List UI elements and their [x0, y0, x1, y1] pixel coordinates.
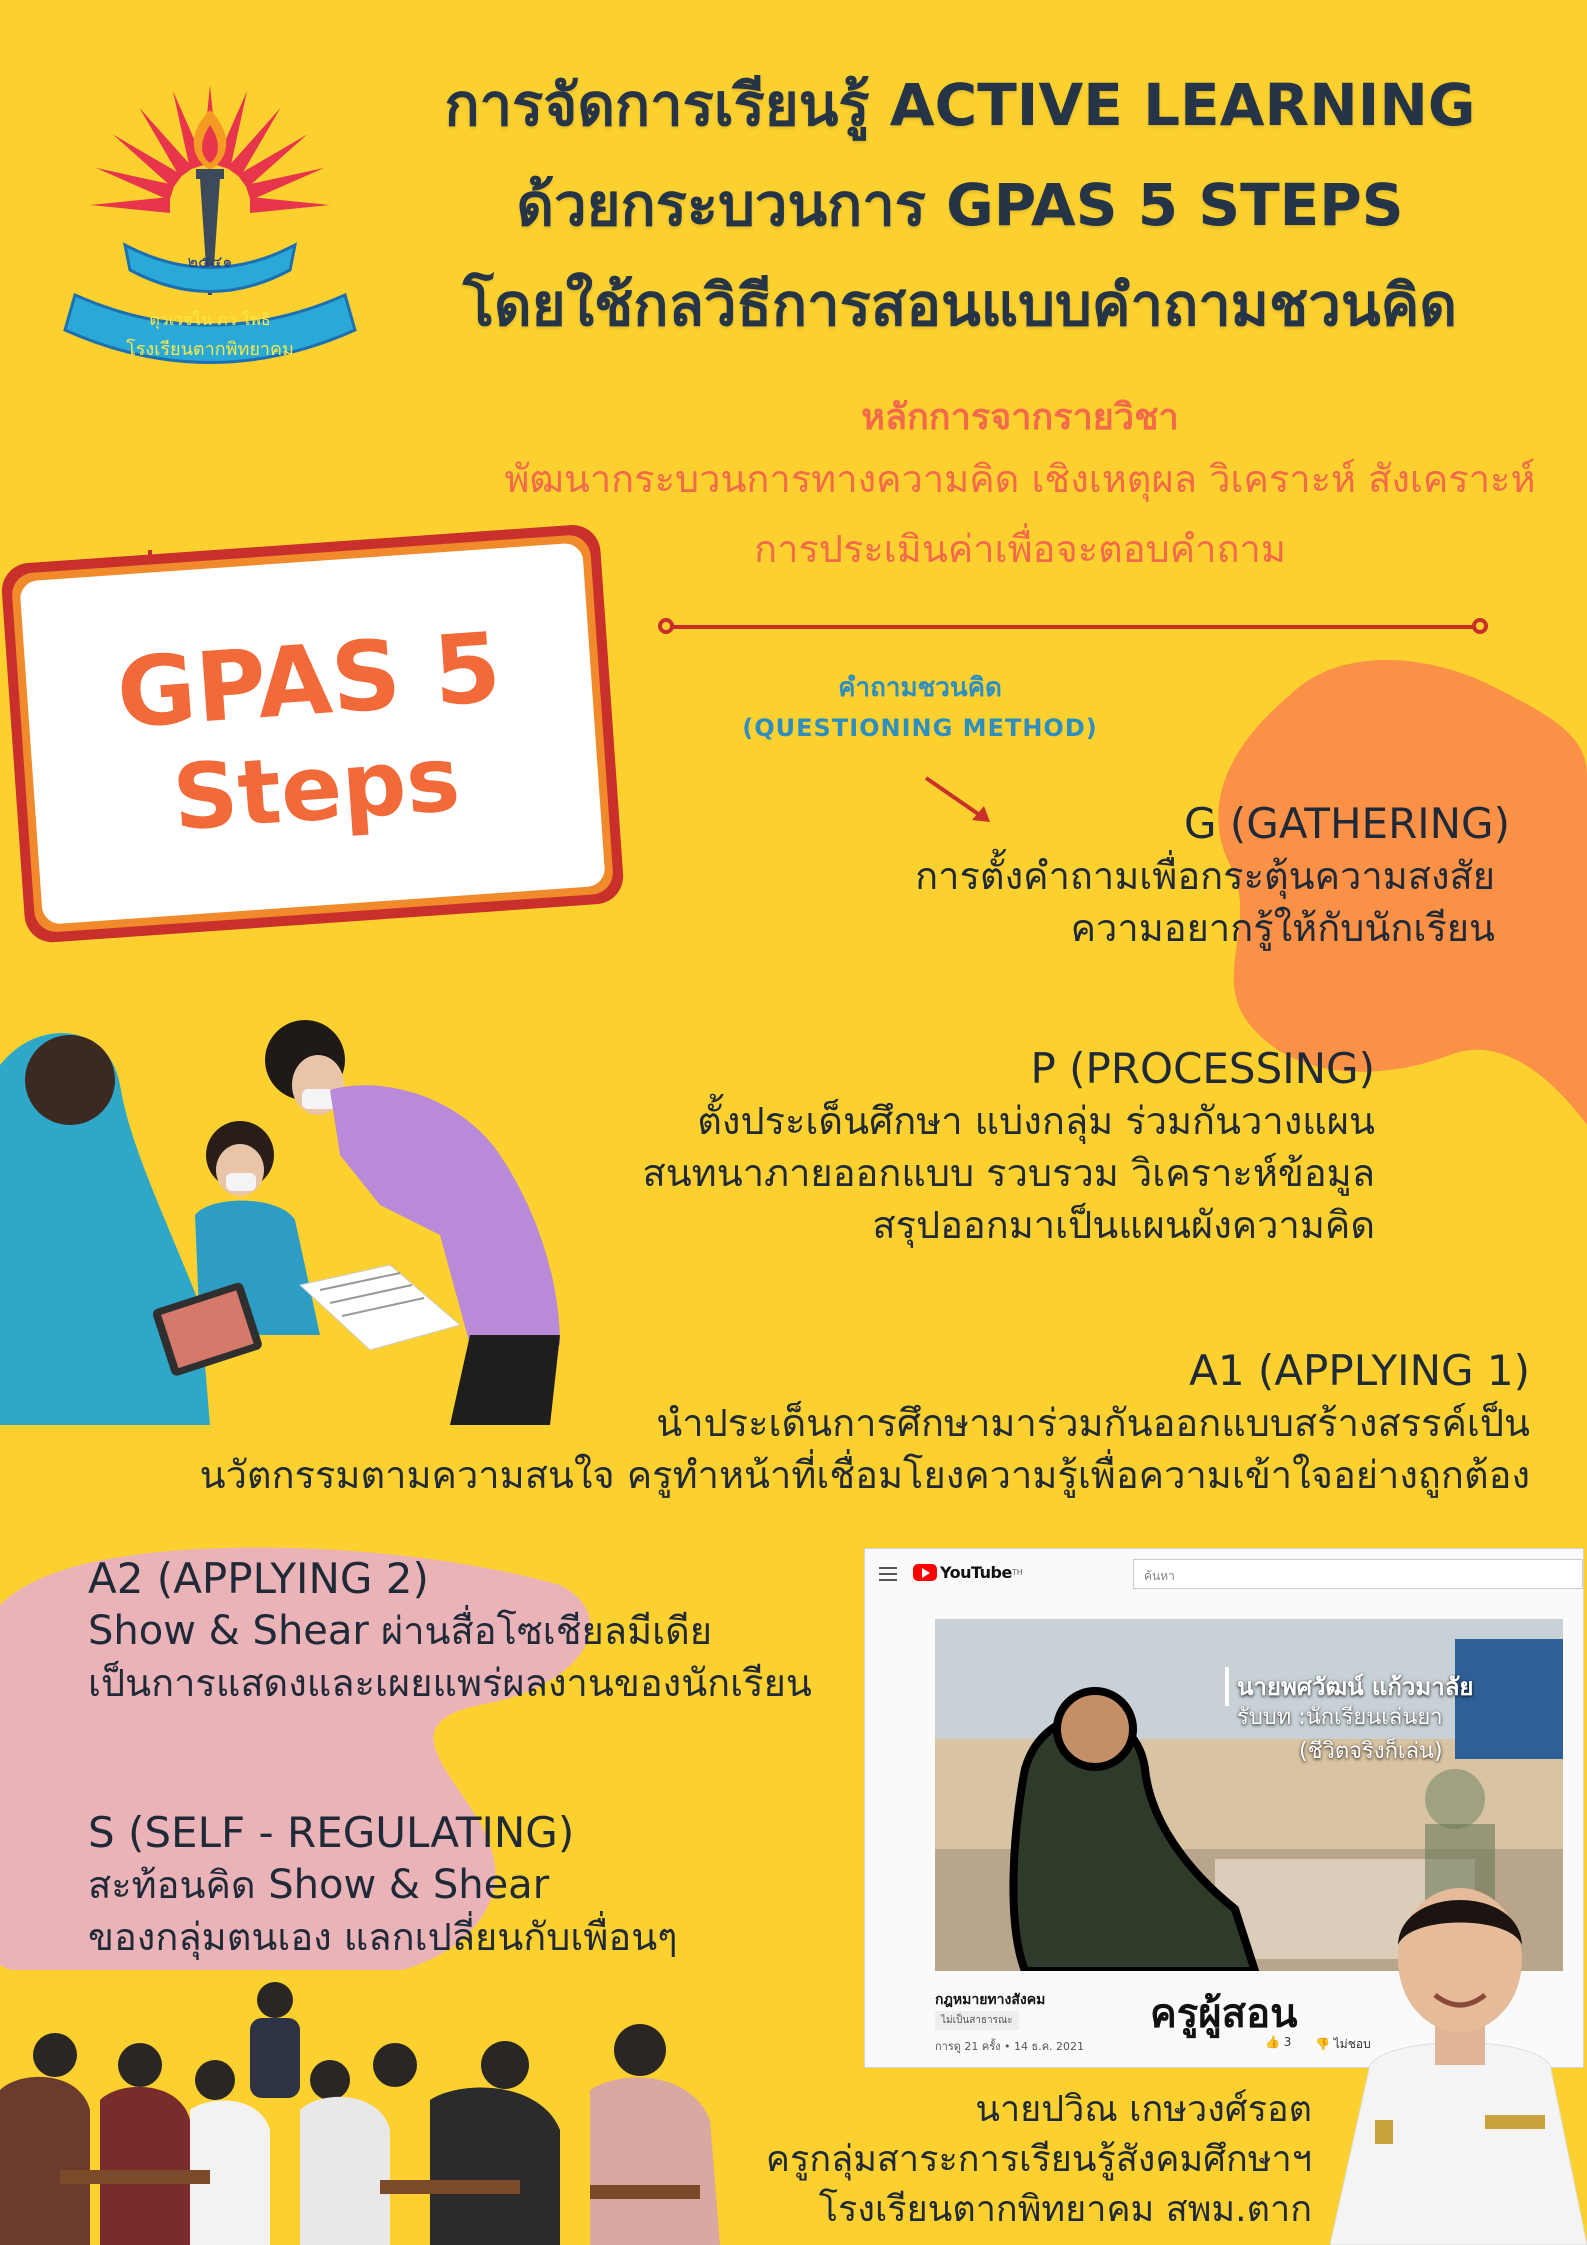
- step-s-line-2: ของกลุ่มตนเอง แลกเปลี่ยนกับเพื่อนๆ: [88, 1915, 678, 1959]
- principle-line-1: พัฒนากระบวนการทางความคิด เชิงเหตุผล วิเคราะห์ สังเคราะห์: [504, 457, 1536, 501]
- step-p-line-1: ตั้งประเด็นศึกษา แบ่งกลุ่ม ร่วมกันวางแผน: [697, 1099, 1375, 1143]
- divider-dot-right: [1472, 618, 1488, 634]
- emblem-school: โรงเรียนตากพิทยาคม: [126, 339, 294, 360]
- emblem-motto: ตุวเวจโน ภว โพธิ: [149, 310, 271, 329]
- page-title: [380, 55, 1540, 355]
- step-s-show-shear: Show & Shear: [255, 1862, 550, 1908]
- step-p-line-2: สนทนาภายออกแบบ รวบรวม วิเคราะห์ข้อมูล: [642, 1151, 1375, 1195]
- youtube-logo-country: TH: [1011, 1568, 1023, 1577]
- step-g-heading: G (GATHERING): [1184, 799, 1510, 848]
- step-gathering: [700, 798, 1510, 954]
- teacher-department: ครูกลุ่มสาระการเรียนรู้สังคมศึกษาฯ: [765, 2139, 1312, 2180]
- teacher-portrait: [1330, 1855, 1587, 2245]
- principle-section: [470, 392, 1570, 584]
- divider-line: [665, 625, 1480, 629]
- sign-title-line-1: GPAS 5: [113, 611, 505, 750]
- teacher-school: โรงเรียนตากพิทยาคม สพม.ตาก: [818, 2189, 1312, 2230]
- video-overlay-role-1: รับบท :นักเรียนเล่นยา: [1237, 1705, 1443, 1730]
- youtube-logo[interactable]: [913, 1563, 1023, 1582]
- divider-dot-left: [658, 618, 674, 634]
- video-view-count: การดู 21 ครั้ง • 14 ธ.ค. 2021: [935, 2040, 1085, 2053]
- step-p-line-3: สรุปออกมาเป็นแผนผังความคิด: [872, 1203, 1375, 1247]
- title-line-1: การจัดการเรียนรู้ ACTIVE LEARNING: [444, 71, 1476, 139]
- teacher-name: นายปวิณ เกษวงศ์รอต: [975, 2089, 1312, 2130]
- step-a2-line-2: เป็นการแสดงและเผยแพร่ผลงานของนักเรียน: [88, 1661, 812, 1705]
- visibility-badge: ไม่เป็นสาธารณะ: [935, 2011, 1019, 2030]
- video-overlay-role-2: (ชีวิตจริงก็เล่น): [1299, 1739, 1443, 1764]
- classroom-photo: [0, 1005, 590, 1425]
- questioning-label-th: คำถามชวนคิด: [838, 673, 1002, 703]
- step-s-line-1: สะท้อนคิด: [88, 1863, 256, 1907]
- video-overlay-name: นายพศวัฒน์ แก้วมาลัย: [1225, 1667, 1473, 1706]
- video-overlay-role: [1237, 1701, 1443, 1769]
- step-a1-heading: A1 (APPLYING 1): [1189, 1346, 1530, 1395]
- teacher-credit: [700, 2085, 1312, 2235]
- principle-heading: หลักการจากรายวิชา: [861, 397, 1179, 438]
- principle-line-2: การประเมินค่าเพื่อจะตอบคำถาม: [754, 527, 1286, 571]
- step-applying-2: [88, 1553, 888, 1709]
- questioning-method-label: [735, 668, 1105, 748]
- teacher-label: ครูผู้สอน: [1150, 1991, 1298, 2037]
- emblem-year: ๒๕๔๑: [187, 252, 233, 271]
- title-line-2: ด้วยกระบวนการ GPAS 5 STEPS: [516, 171, 1404, 239]
- dislike-button[interactable]: 👎 ไม่ชอบ: [1315, 2037, 1371, 2051]
- step-self-regulating: [88, 1807, 888, 1963]
- sign-board: [0, 523, 625, 944]
- step-a1-line-1: นำประเด็นการศึกษามาร่วมกันออกแบบสร้างสรรค์เป็น: [656, 1401, 1530, 1445]
- step-g-line-1: การตั้งคำถามเพื่อกระตุ้นความสงสัย: [915, 854, 1495, 898]
- step-a2-heading: A2 (APPLYING 2): [88, 1554, 429, 1603]
- sign-title-line-2: Steps: [169, 726, 464, 852]
- step-p-heading: P (PROCESSING): [1030, 1044, 1375, 1093]
- video-title[interactable]: กฎหมายทางสังคม: [935, 1992, 1046, 2008]
- title-line-3: โดยใช้กลวิธีการสอนแบบคำถามชวนคิด: [462, 271, 1458, 339]
- gpas-sign: [0, 565, 612, 960]
- like-count: 3: [1283, 2035, 1292, 2049]
- youtube-logo-text: YouTube: [940, 1563, 1012, 1582]
- step-s-heading: S (SELF - REGULATING): [88, 1808, 575, 1857]
- questioning-label-en: (QUESTIONING METHOD): [742, 714, 1098, 742]
- step-a2-show-shear: Show & Shear: [88, 1608, 369, 1654]
- step-processing: [500, 1043, 1375, 1251]
- youtube-play-icon: [913, 1564, 937, 1581]
- school-emblem: [55, 55, 365, 385]
- hamburger-menu-icon[interactable]: [879, 1567, 897, 1581]
- youtube-search-input[interactable]: ค้นหา: [1133, 1559, 1583, 1589]
- step-g-line-2: ความอยากรู้ให้กับนักเรียน: [1070, 906, 1495, 950]
- step-a2-line-1: ผ่านสื่อโซเชียลมีเดีย: [368, 1609, 713, 1653]
- step-a1-line-2: นวัตกรรมตามความสนใจ ครูทำหน้าที่เชื่อมโยงความรู้เพื่อความเข้าใจอย่างถูกต้อง: [199, 1453, 1530, 1497]
- like-button[interactable]: 👍 3: [1265, 2035, 1292, 2049]
- dislike-label: ไม่ชอบ: [1333, 2037, 1371, 2051]
- students-group-photo: [0, 1970, 720, 2245]
